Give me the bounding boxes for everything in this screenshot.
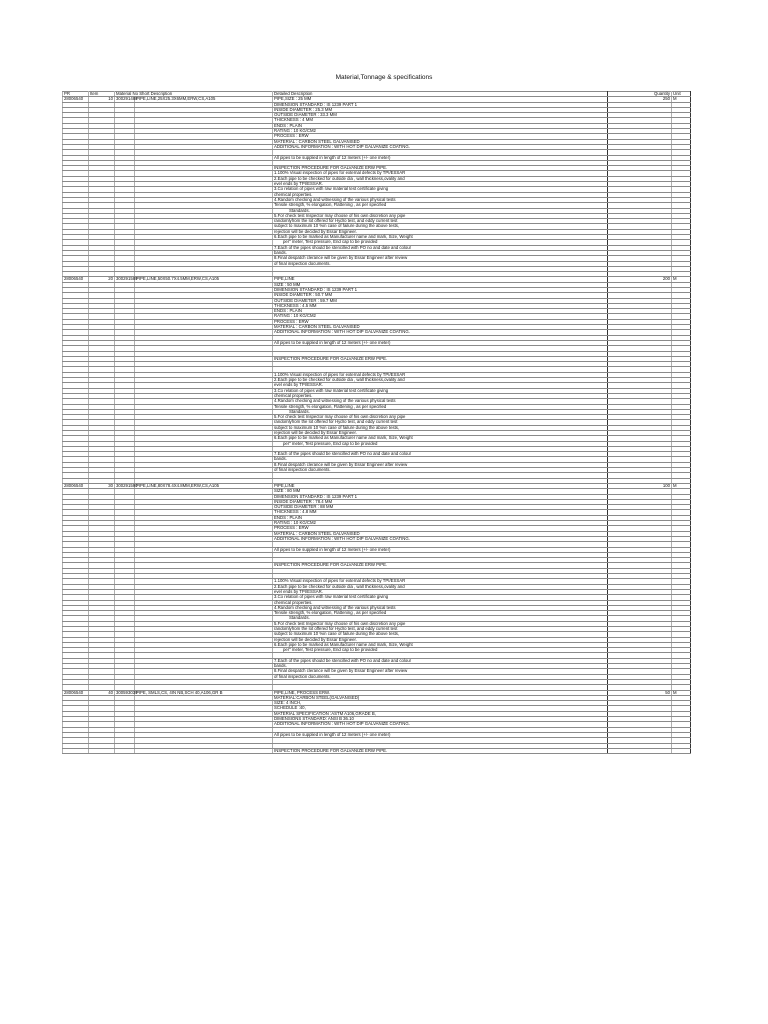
cell-detailed-description: subject to maximum 10 %in case of failure during the above tests, <box>273 632 608 637</box>
cell-detailed-description: PIPE,SIZE : 25 MM <box>273 97 608 102</box>
cell-material-no: 300291589 <box>116 276 138 282</box>
cell-pr: 28006540 <box>63 277 89 282</box>
cell-detailed-description: All pipes to be supplied in length of 12 meters (+/- one meter) <box>273 340 608 345</box>
cell-detailed-description: RATING : 10 KG/CM2 <box>273 314 608 319</box>
cell-detailed-description: MATERIAL : CARBON STEEL GALVANISED <box>273 325 608 330</box>
spreadsheet <box>62 91 690 754</box>
cell-detailed-description: of final inspection documents. <box>273 468 608 473</box>
cell-item <box>89 748 115 753</box>
cell-detailed-description: RATING : 10 KG/CM2 <box>273 521 608 526</box>
cell-detailed-description: ENDS : PLAIN <box>273 309 608 314</box>
cell-detailed-description: 6.Each pipe to be marked as Manufacturer name and mark, Size, Weight <box>273 235 608 240</box>
header-item: Item <box>89 92 115 97</box>
cell-quantity: 100 <box>608 483 672 488</box>
cell-detailed-description: randomlyfrom the lot offered for Hydro test, and eddy current test <box>273 626 608 631</box>
cell-detailed-description: Standards. <box>273 409 608 414</box>
header-unit: Unit <box>672 92 691 97</box>
cell-detailed-description: 3.Co relation of pipes with raw material test certificate giving <box>273 388 608 393</box>
spec-table <box>62 91 691 754</box>
cell-detailed-description: PIPE,LINE <box>273 277 608 282</box>
cell-detailed-description: INSIDE DIAMETER : 78.4 MM <box>273 499 608 504</box>
cell-detailed-description: 3.Co relation of pipes with raw material test certificate giving <box>273 595 608 600</box>
cell-detailed-description: SIZE : 80 MM <box>273 489 608 494</box>
cell-detailed-description: subject to maximum 10 %in case of failure during the above tests, <box>273 224 608 229</box>
cell-material-no: 300291488 <box>116 96 138 102</box>
cell-detailed-description: THICKNESS : 4 MM <box>273 118 608 123</box>
cell-detailed-description: bands. <box>273 457 608 462</box>
cell-detailed-description: Tensile strength, % elongation, Flattening , as per specified <box>273 203 608 208</box>
cell-detailed-description: ADDITIONAL INFORMATION : WITH HOT DIP GALVANIZE COATING. <box>273 536 608 541</box>
cell-unit: M <box>672 97 691 102</box>
cell-detailed-description: PROCESS : ERW <box>273 526 608 531</box>
header-pr: PR <box>63 92 89 97</box>
cell-detailed-description: PROCESS : ERW <box>273 134 608 139</box>
cell-detailed-description: INSIDE DIAMETER : 25.3 MM <box>273 107 608 112</box>
cell-pr <box>63 748 89 753</box>
header-quantity: Quantity <box>608 92 672 97</box>
cell-unit: M <box>672 690 691 695</box>
cell-detailed-description: 5.For check test Inspector may choose of his own discretion any pipe <box>273 415 608 420</box>
cell-detailed-description: 4.Random checking and witnessing of the various physical tests <box>273 399 608 404</box>
cell-detailed-description: THICKNESS : 4.8 MM <box>273 510 608 515</box>
cell-detailed-description: bands. <box>273 250 608 255</box>
cell-detailed-description: All pipes to be supplied in length of 12 meters (+/- one meter) <box>273 155 608 160</box>
cell-detailed-description: INSIDE DIAMETER : 50.7 MM <box>273 293 608 298</box>
cell-detailed-description: chemical properties. <box>273 192 608 197</box>
cell-detailed-description: DIMENSION STANDARD : IS 1239 PART 1 <box>273 287 608 292</box>
cell-detailed-description: 8.Final despatch clerance will be given by Essar Engineer after review <box>273 256 608 261</box>
cell-material-no: 300593039 <box>116 689 138 695</box>
cell-detailed-description: 3.Co relation of pipes with raw material test certificate giving <box>273 187 608 192</box>
cell-detailed-description: evel ends by TPI/ESSAR. <box>273 589 608 594</box>
cell-detailed-description: 2.Each pipe to be checked for outside dia , wall thickness,ovality and <box>273 176 608 181</box>
cell-detailed-description: per" meter, Test pressure, End cap to be provided <box>273 441 608 446</box>
cell-detailed-description: 7.Each of the pipes should be stencilled with PO no and date and colour <box>273 245 608 250</box>
cell-detailed-description: SIZE : 50 MM <box>273 282 608 287</box>
cell-detailed-description: 2.Each pipe to be checked for outside dia , wall thickness,ovality and <box>273 378 608 383</box>
cell-detailed-description: DIMENSIONS STANDARD: ANSI B 36.10 <box>273 717 608 722</box>
cell-detailed-description: MATERIAL:CARBON STEEL(GALVANISED) <box>273 695 608 700</box>
cell-detailed-description: Tensile strength, % elongation, Flattening , as per specified <box>273 404 608 409</box>
cell-material-no: 300291590 <box>116 482 138 488</box>
cell-item: 40 <box>89 690 115 695</box>
cell-detailed-description: chemical properties. <box>273 393 608 398</box>
cell-detailed-description: DIMENSION STANDARD : IS 1239 PART 1 <box>273 102 608 107</box>
cell-quantity: 250 <box>608 97 672 102</box>
cell-detailed-description: 4.Random checking and witnessing of the various physical tests <box>273 197 608 202</box>
cell-detailed-description: All pipes to be supplied in length of 12 meters (+/- one meter) <box>273 547 608 552</box>
cell-detailed-description: SCHEDULE :40, <box>273 706 608 711</box>
cell-quantity <box>608 748 672 753</box>
cell-detailed-description: rejection will be decided by Essar Engineer. <box>273 229 608 234</box>
cell-detailed-description: ADDITIONAL INFORMATION : WITH HOT DIP GALVANIZE COATING. <box>273 722 608 727</box>
cell-detailed-description: 8.Final despatch clerance will be given by Essar Engineer after review <box>273 669 608 674</box>
cell-detailed-description: ENDS : PLAIN <box>273 123 608 128</box>
cell-detailed-description: Standards. <box>273 616 608 621</box>
cell-detailed-description: PIPE,LINE, PROCESS ERW. <box>273 690 608 695</box>
cell-detailed-description: INSPECTION PROCEDURE FOR GALVANIZE ERW PIPE. <box>273 356 608 361</box>
cell-detailed-description: 5.For check test Inspector may choose of his own discretion any pipe <box>273 213 608 218</box>
cell-detailed-description: Standards. <box>273 208 608 213</box>
cell-material-no <box>115 748 135 753</box>
cell-detailed-description: 6.Each pipe to be marked as Manufacturer name and mark, Size, Weight <box>273 436 608 441</box>
cell-detailed-description: 1.100% Visual inspection of pipes for external defects by TPI/ESSAR <box>273 579 608 584</box>
cell-detailed-description: ADDITIONAL INFORMATION : WITH HOT DIP GALVANIZE COATING. <box>273 144 608 149</box>
cell-detailed-description: 2.Each pipe to be checked for outside dia , wall thickness,ovality and <box>273 584 608 589</box>
cell-detailed-description: randomlyfrom the lot offered for Hydro test, and eddy current test <box>273 420 608 425</box>
cell-detailed-description: of final inspection documents. <box>273 261 608 266</box>
cell-short-description: PIPE,LINE,80X78.4X4.8MM,ERW,CS,A105 <box>135 483 273 488</box>
cell-detailed-description: PROCESS : ERW <box>273 319 608 324</box>
cell-detailed-description: ADDITIONAL INFORMATION : WITH HOT DIP GALVANIZE COATING. <box>273 330 608 335</box>
cell-detailed-description: per" meter, Test pressure, End cap to be provided <box>273 648 608 653</box>
cell-detailed-description: PIPE,LINE <box>273 483 608 488</box>
cell-detailed-description: SIZE: 4 INCH, <box>273 701 608 706</box>
cell-quantity: 200 <box>608 277 672 282</box>
cell-detailed-description: 7.Each of the pipes should be stencilled with PO no and date and colour <box>273 658 608 663</box>
cell-pr: 28006540 <box>63 690 89 695</box>
cell-short-description: PIPE, SMLS,CS, 4IN NB,SCH 40,A106,GR B <box>135 690 273 695</box>
cell-detailed-description: 5.For check test Inspector may choose of his own discretion any pipe <box>273 621 608 626</box>
cell-detailed-description: MATERIAL SPECIFICATION :ASTM A106,GRADE B, <box>273 711 608 716</box>
cell-detailed-description: All pipes to be supplied in length of 12 meters (+/- one meter) <box>273 732 608 737</box>
cell-detailed-description: subject to maximum 10 %in case of failure during the above tests, <box>273 425 608 430</box>
cell-detailed-description: 7.Each of the pipes should be stencilled with PO no and date and colour <box>273 452 608 457</box>
cell-detailed-description: rejection will be decided by Essar Engineer. <box>273 637 608 642</box>
cell-detailed-description: OUTSIDE DIAMETER : 88 MM <box>273 505 608 510</box>
cell-detailed-description: 6.Each pipe to be marked as Manufacturer name and mark, Size, Weight <box>273 642 608 647</box>
cell-short-description: PIPE,LINE,25X25.3X6MM,ERW,CS,A105 <box>135 97 273 102</box>
cell-detailed-description: 1.100% Visual inspection of pipes for external defects by TPI/ESSAR <box>273 171 608 176</box>
cell-detailed-description: evel ends by TPI/ESSAR. <box>273 383 608 388</box>
table-row <box>63 748 691 753</box>
cell-detailed-description: 1.100% Visual inspection of pipes for external defects by TPI/ESSAR <box>273 372 608 377</box>
cell-detailed-description: THICKNESS : 4.5 MM <box>273 303 608 308</box>
cell-detailed-description: bands. <box>273 664 608 669</box>
cell-item: 20 <box>89 277 115 282</box>
cell-detailed-description: rejection will be decided by Essar Engineer. <box>273 431 608 436</box>
cell-short-description <box>135 748 273 753</box>
cell-detailed-description: evel ends by TPI/ESSAR. <box>273 182 608 187</box>
cell-detailed-description: 8.Final despatch clerance will be given by Essar Engineer after review <box>273 462 608 467</box>
page-title: Material,Tonnage & specifications <box>335 74 433 81</box>
cell-detailed-description: randomlyfrom the lot offered for Hydro test, and eddy current test <box>273 219 608 224</box>
cell-detailed-description: DIMENSION STANDARD : IS 1239 PART 1 <box>273 494 608 499</box>
cell-detailed-description: per" meter, Test pressure, End cap to be provided <box>273 240 608 245</box>
cell-detailed-description: OUTSIDE DIAMETER : 59.7 MM <box>273 298 608 303</box>
cell-pr: 28006540 <box>63 483 89 488</box>
cell-detailed-description: MATERIAL : CARBON STEEL GALVANISED <box>273 531 608 536</box>
cell-detailed-description: MATERIAL : CARBON STEEL GALVANISED <box>273 139 608 144</box>
cell-short-description: PIPE,LINE,50X50.7X4.5MM,ERW,CS,A105 <box>135 277 273 282</box>
cell-detailed-description: chemical properties. <box>273 600 608 605</box>
cell-detailed-description: INSPECTION PROCEDURE FOR GALVANIZE ERW PIPE. <box>273 166 608 171</box>
cell-detailed-description: RATING : 10 KG/CM2 <box>273 129 608 134</box>
cell-item: 10 <box>89 97 115 102</box>
cell-quantity: 50 <box>608 690 672 695</box>
cell-unit <box>672 748 691 753</box>
cell-detailed-description: OUTSIDE DIAMETER : 33.3 MM <box>273 113 608 118</box>
cell-detailed-description: Tensile strength, % elongation, Flattening , as per specified <box>273 611 608 616</box>
cell-detailed-description: ENDS : PLAIN <box>273 515 608 520</box>
cell-detailed-description: 4.Random checking and witnessing of the various physical tests <box>273 605 608 610</box>
cell-unit: M <box>672 277 691 282</box>
cell-pr: 28006540 <box>63 97 89 102</box>
cell-item: 30 <box>89 483 115 488</box>
header-material-no-label: Material No <box>116 91 138 96</box>
cell-detailed-description: INSPECTION PROCEDURE FOR GALVANIZE ERW PIPE. <box>273 563 608 568</box>
cell-unit: M <box>672 483 691 488</box>
cell-detailed-description: of final inspection documents. <box>273 674 608 679</box>
cell-detailed-description: INSPECTION PROCEDURE FOR GALVANIZE ERW PIPE. <box>273 748 608 753</box>
header-short-description: Short Description <box>139 91 173 96</box>
header-detailed-description: Detailed Description <box>273 92 608 97</box>
